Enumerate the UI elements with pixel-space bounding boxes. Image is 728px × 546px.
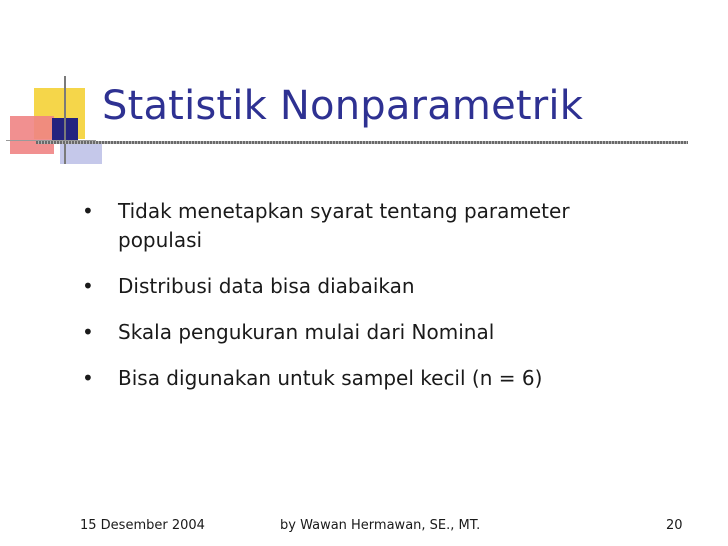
footer-page-number: 20: [666, 518, 683, 533]
bullet-item: [78, 197, 638, 255]
bullet-text: Bisa digunakan untuk sampel kecil (n = 6): [118, 366, 543, 390]
bullet-icon: •: [82, 320, 94, 344]
title-underline: [36, 141, 688, 144]
logo-pink-square: [10, 116, 54, 154]
bullet-text: Distribusi data bisa diabaikan: [118, 274, 415, 298]
logo-vertical-line: [64, 76, 66, 164]
bullet-item: [78, 364, 638, 393]
footer-date: 15 Desember 2004: [80, 518, 205, 533]
logo-lightblue-square: [60, 142, 102, 164]
bullet-item: [78, 318, 638, 347]
bullet-text: Skala pengukuran mulai dari Nominal: [118, 320, 495, 344]
bullet-item: [78, 272, 638, 301]
footer-author: by Wawan Hermawan, SE., MT.: [280, 518, 481, 533]
bullet-icon: •: [82, 366, 94, 390]
bullet-icon: •: [82, 199, 94, 223]
bullet-text: Tidak menetapkan syarat tentang parameter populasi: [118, 199, 570, 252]
bullet-icon: •: [82, 274, 94, 298]
slide-title: Statistik Nonparametrik: [102, 83, 584, 129]
bullet-list: [78, 197, 638, 410]
